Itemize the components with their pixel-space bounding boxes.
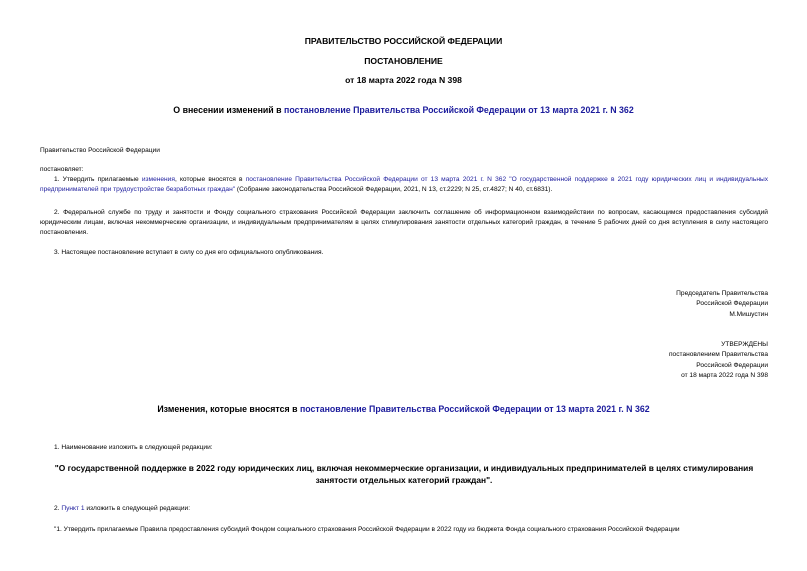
- change-item-2: [40, 504, 768, 514]
- approved-line-1: УТВЕРЖДЕНЫ: [721, 341, 768, 348]
- changes-title-link[interactable]: постановление Правительства Российской Федерации от 13 марта 2021 г. N 362: [299, 404, 650, 414]
- p1-link-resolution[interactable]: постановление Правительства Российской Федерации от 13 марта 2021 г. N 362 "О государственной поддержке в 2021 году юридических лиц и индивидуальных предпринимателей при трудоустройстве безработных граждан": [40, 176, 768, 194]
- p1-text-c: (Собрание законодательства Российской Федерации, 2021, N 13, ст.2229; N 25, ст.4827; N 40, ст.6831).: [235, 186, 553, 194]
- paragraph-1: [40, 175, 768, 195]
- changes-title-prefix: Изменения, которые вносятся в: [157, 404, 300, 414]
- approved-block: [669, 340, 768, 381]
- document-title: [0, 105, 807, 115]
- item2-text-a: 2.: [54, 505, 62, 512]
- paragraph-3: 3. Настоящее постановление вступает в силу со дня его официального опубликования.: [54, 249, 324, 256]
- new-title-quote: "О государственной поддержке в 2022 году юридических лиц, включая некоммерческие организации, и индивидуальных предпринимателей в целях стимулирования занятости отдельных категорий граждан".: [54, 463, 754, 485]
- change-item-1: 1. Наименование изложить в следующей редакции:: [54, 444, 213, 451]
- p1-text-b: , которые вносятся в: [174, 176, 246, 183]
- item2-link[interactable]: Пункт 1: [61, 505, 85, 512]
- signature-line-2: Российской Федерации: [696, 300, 768, 308]
- signature-line-1: Председатель Правительства: [676, 290, 768, 297]
- government-heading: ПРАВИТЕЛЬСТВО РОССИЙСКОЙ ФЕДЕРАЦИИ: [304, 36, 503, 46]
- approved-line-4: от 18 марта 2022 года N 398: [681, 371, 768, 379]
- issuer: Правительство Российской Федерации: [40, 147, 160, 154]
- title-prefix: О внесении изменений в: [173, 105, 285, 115]
- title-link[interactable]: постановление Правительства Российской Федерации от 13 марта 2021 г. N 362: [284, 105, 634, 115]
- signature-line-3: М.Мишустин: [729, 310, 768, 318]
- p1-text-a: 1. Утвердить прилагаемые: [54, 176, 142, 183]
- p1-link-changes[interactable]: изменения: [141, 176, 175, 183]
- signature-block: [676, 289, 768, 320]
- changes-title: [0, 404, 807, 414]
- approved-line-2: постановлением Правительства: [668, 351, 768, 359]
- approved-line-3: Российской Федерации: [696, 361, 768, 369]
- resolves: постановляет:: [40, 166, 84, 173]
- paragraph-2: 2. Федеральной службе по труду и занятости и Фонду социального страхования Российской Федерации заключить соглашение об информационном взаимодействии по вопросам, касающимся предоставления субсидий юридическим лицам, включая некоммерческие организации, и индивидуальным предпринимателям в целях стимулирования занятости отдельных категорий граждан, в течение 5 рабочих дней со дня вступления в силу настоящего постановления.: [40, 209, 768, 237]
- document-date: от 18 марта 2022 года N 398: [345, 75, 462, 85]
- change-item-2-text: "1. Утвердить прилагаемые Правила предоставления субсидий Фондом социального страхования Российской Федерации в 2022 году из бюджета Фонда социального страхования Российской Федерации: [54, 526, 680, 533]
- document-type: ПОСТАНОВЛЕНИЕ: [364, 56, 443, 66]
- item2-text-b: изложить в следующей редакции:: [84, 505, 191, 512]
